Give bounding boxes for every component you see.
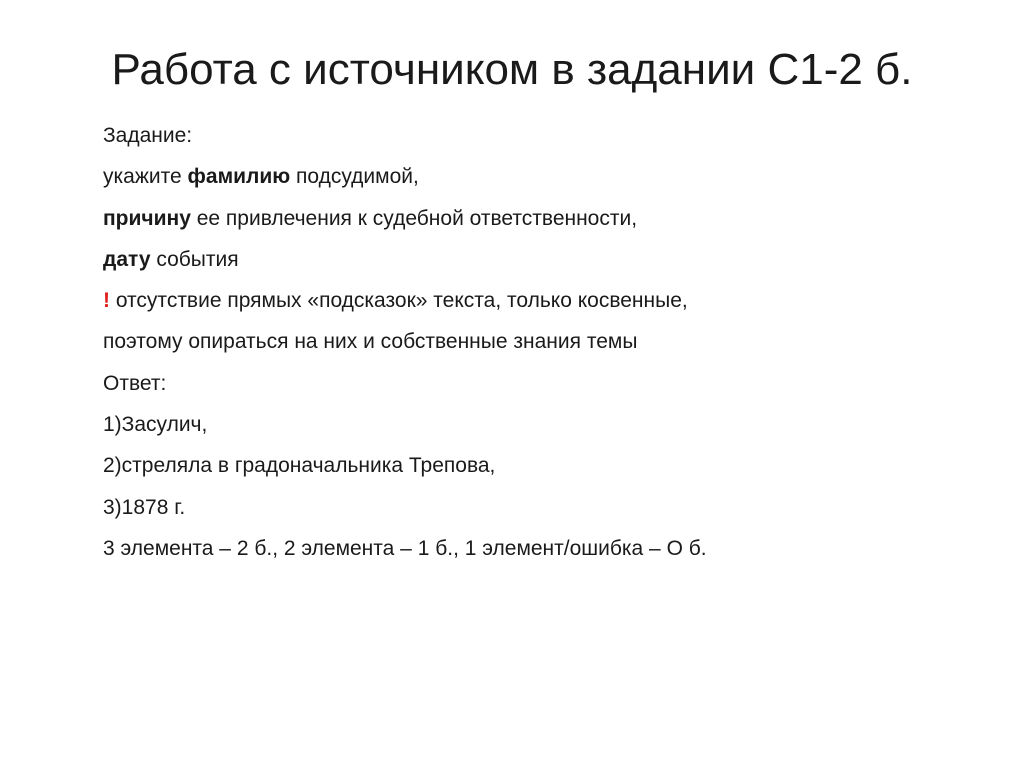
exclamation-icon: ! (103, 289, 110, 313)
answer-item-3: 3)1878 г. (103, 495, 186, 519)
task-label: Задание: (103, 124, 193, 147)
answer-label: Ответ: (103, 371, 167, 395)
task-line-date-keyword: дату (103, 247, 151, 271)
warning-text: отсутствие прямых «подсказок» текста, только косвенные, (110, 289, 688, 313)
task-line-reason-keyword: причину (103, 206, 191, 230)
task-line-surname-keyword: фамилию (187, 165, 291, 189)
task-line-reason (103, 207, 983, 231)
slide-title: Работа с источником в задании С1-2 б. (111, 45, 913, 94)
task-line-date (103, 248, 983, 272)
task-line-reason-suffix: ее привлечения к судебной ответственности, (190, 206, 638, 230)
warning-line-continued: поэтому опираться на них и собственные знания темы (103, 330, 638, 354)
task-line-surname-suffix: подсудимой, (290, 165, 419, 189)
slide-body (103, 124, 983, 578)
task-line-surname (103, 165, 983, 189)
answer-item-1: 1)Засулич, (103, 413, 208, 437)
task-line-surname-prefix: укажите (103, 165, 188, 189)
scoring-line: 3 элемента – 2 б., 2 элемента – 1 б., 1 элемент/ошибка – О б. (103, 536, 707, 560)
answer-item-2: 2)стреляла в градоначальника Трепова, (103, 454, 496, 478)
warning-line (103, 289, 983, 313)
task-line-date-suffix: события (150, 247, 239, 271)
